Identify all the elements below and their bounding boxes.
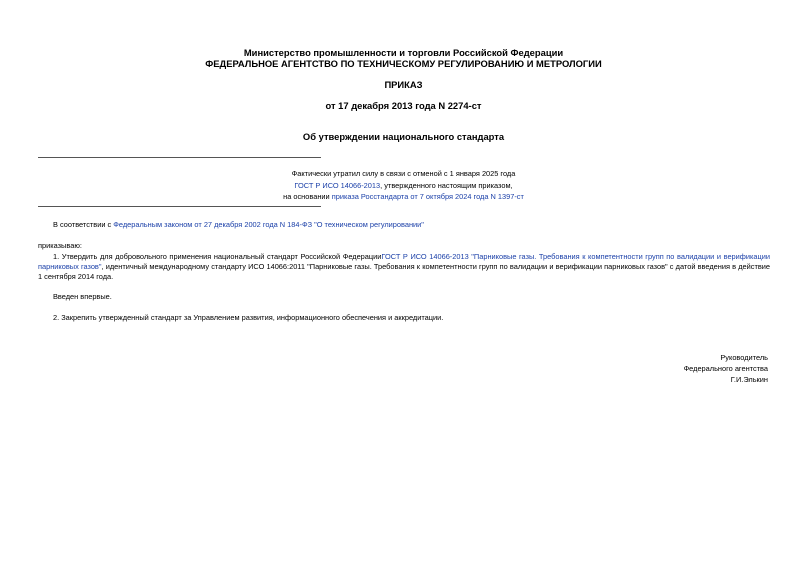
item2-paragraph: 2. Закрепить утвержденный стандарт за Управлением развития, информационного обеспечения и аккредитации. (53, 313, 444, 322)
signature-name: Г.И.Элькин (730, 375, 768, 384)
date-number-heading: от 17 декабря 2013 года N 2274-ст (325, 100, 482, 111)
agency-heading: ФЕДЕРАЛЬНОЕ АГЕНТСТВО ПО ТЕХНИЧЕСКОМУ РЕГУЛИРОВАНИЮ И МЕТРОЛОГИИ (205, 58, 602, 69)
gost-standard-link[interactable]: ГОСТ Р ИСО 14066-2013 "Парниковые газы. Требования к компетентности групп по валидации и верификации парниковых газов" (38, 252, 770, 271)
status-note-line3-text: на основании (283, 192, 332, 201)
page-title: Об утверждении национального стандарта (302, 131, 505, 142)
ministry-heading: Министерство промышленности и торговли Российской Федерации (243, 47, 564, 58)
preamble-text: В соответствии с (53, 220, 114, 229)
status-order-link[interactable]: приказа Росстандарта от 7 октября 2024 года N 1397-ст (331, 192, 524, 201)
orders-line: приказываю: (38, 241, 82, 250)
item1-paragraph (38, 252, 770, 282)
doc-type-heading: ПРИКАЗ (384, 79, 423, 90)
item1-text: 1. Утвердить для добровольного применения национальный стандарт Российской Федерации (53, 252, 382, 261)
item1-rest-text: , идентичный международному стандарту ИСО 14066:2011 "Парниковые газы. Требования к компетентности групп по валидации и верификации парниковых газов" с датой введения в действие 1 сентября 2014 года. (38, 262, 771, 281)
introduced-line: Введен впервые. (53, 292, 112, 301)
divider-top (38, 157, 321, 158)
status-note-line2-text: , утвержденного настоящим приказом, (380, 181, 513, 190)
status-standard-link[interactable]: ГОСТ Р ИСО 14066-2013 (294, 181, 381, 190)
signature-position2: Федерального агентства (683, 364, 768, 373)
preamble-paragraph (53, 220, 768, 230)
status-note-line3 (0, 191, 807, 203)
status-note-line1: Фактически утратил силу в связи с отменой с 1 января 2025 года (291, 169, 516, 178)
signature-position1: Руководитель (720, 353, 768, 362)
federal-law-link[interactable]: Федеральным законом от 27 декабря 2002 года N 184-ФЗ "О техническом регулировании" (113, 220, 424, 229)
divider-bottom (38, 206, 321, 207)
